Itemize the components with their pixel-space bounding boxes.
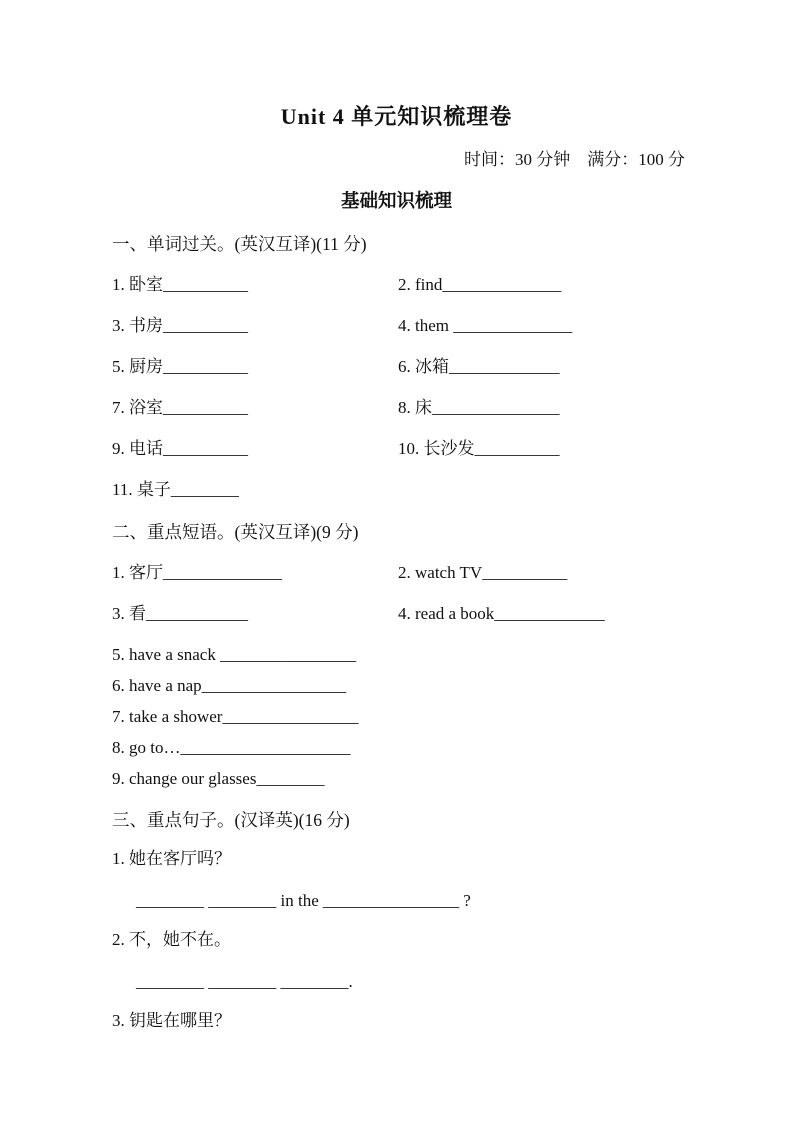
- worksheet-content: [0, 232, 793, 1032]
- word-item: 2. find______________: [398, 275, 562, 294]
- phrase-item: 7. take a shower________________: [112, 707, 359, 726]
- sentence-answer-blanks: ________ ________ in the ________________ ?: [136, 891, 471, 910]
- word-row: [112, 438, 733, 460]
- word-item: 1. 卧室__________: [112, 275, 248, 294]
- part3: [112, 808, 733, 1032]
- section-banner: 基础知识梳理: [340, 192, 452, 212]
- phrase-item: 3. 看____________: [112, 604, 248, 623]
- part2-heading: 二、重点短语。(英汉互译)(9 分): [112, 522, 359, 542]
- phrase-item: 4. read a book_____________: [398, 604, 605, 623]
- phrase-item: 9. change our glasses________: [112, 769, 325, 788]
- word-item: 10. 长沙发__________: [398, 439, 560, 458]
- part2-rows: [112, 562, 733, 625]
- sentence-question: 1. 她在客厅吗？: [112, 849, 231, 868]
- part2-singles: [112, 644, 733, 790]
- word-row: [112, 356, 733, 378]
- phrase-item: 6. have a nap_________________: [112, 676, 347, 695]
- phrase-row: [112, 562, 733, 584]
- part1-heading: 一、单词过关。(英汉互译)(11 分): [112, 234, 367, 254]
- word-item: 7. 浴室__________: [112, 398, 248, 417]
- phrase-item: 2. watch TV__________: [398, 563, 568, 582]
- word-row: [112, 274, 733, 296]
- word-item: 11. 桌子________: [112, 480, 239, 499]
- sentence-question: 3. 钥匙在哪里？: [112, 1011, 231, 1030]
- word-row: [112, 315, 733, 337]
- word-row: [112, 397, 733, 419]
- word-item: 8. 床_______________: [398, 398, 560, 417]
- word-row: [112, 479, 733, 501]
- sentence-answer-blanks: ________ ________ ________.: [136, 972, 353, 991]
- word-item: 3. 书房__________: [112, 316, 248, 335]
- part3-heading: 三、重点句子。(汉译英)(16 分): [112, 810, 350, 830]
- phrase-item: 5. have a snack ________________: [112, 645, 357, 664]
- word-item: 6. 冰箱_____________: [398, 357, 560, 376]
- word-item: 9. 电话__________: [112, 439, 248, 458]
- word-item: 5. 厨房__________: [112, 357, 248, 376]
- exam-meta: 时间：30 分钟 满分：100 分: [464, 150, 685, 169]
- doc-title: Unit 4 单元知识梳理卷: [280, 104, 513, 129]
- phrase-item: 1. 客厅______________: [112, 563, 282, 582]
- part1-rows: [112, 274, 733, 501]
- word-item: 4. them ______________: [398, 316, 573, 335]
- phrase-row: [112, 603, 733, 625]
- word-item: [398, 479, 733, 501]
- sentence-question: 2. 不，她不在。: [112, 930, 231, 949]
- phrase-item: 8. go to…____________________: [112, 738, 351, 757]
